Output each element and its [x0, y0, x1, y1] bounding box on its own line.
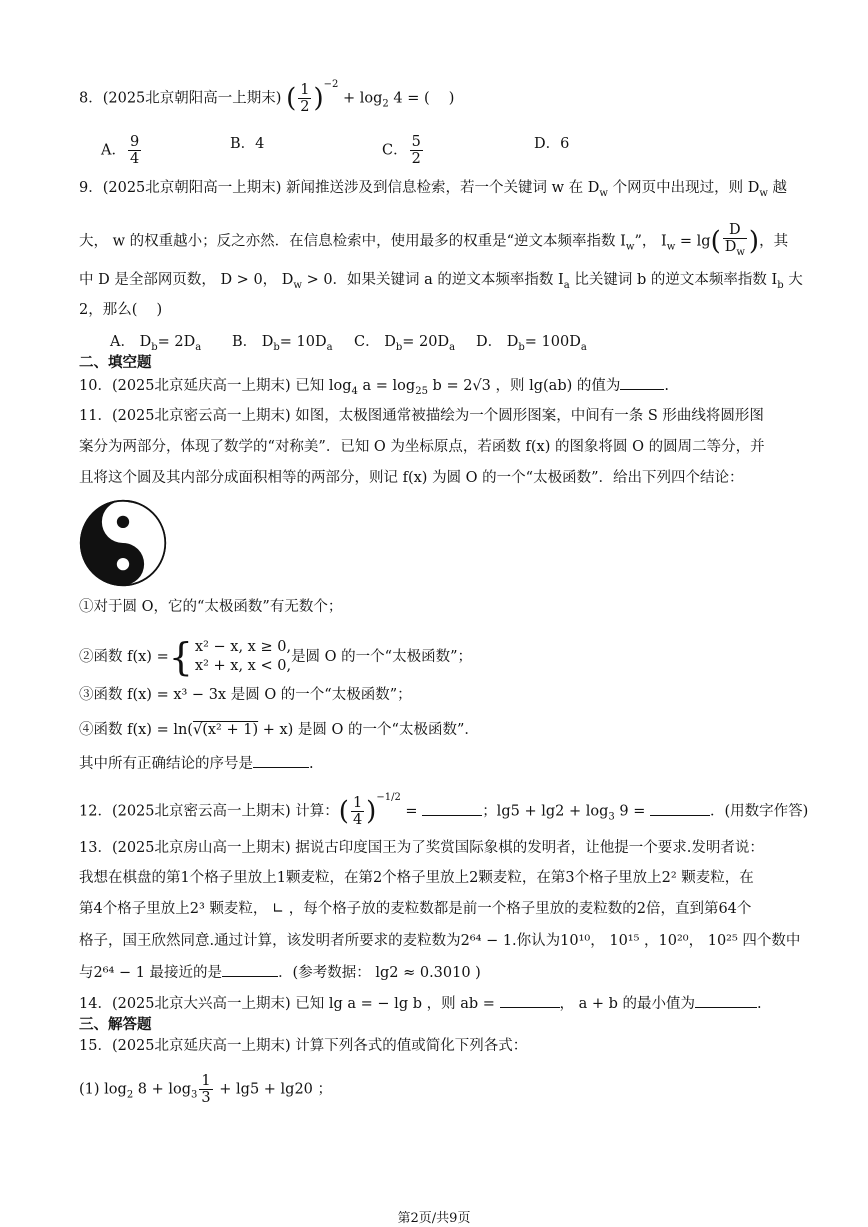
q9-line-3: 中 D 是全部网页数， D > 0， $D_w > 0$．如果关键词 a 的逆文本频率指数 $I_a$ 比关键词 b 的逆文本频率指数 $I_b$ 大 [79, 272, 803, 291]
q11-line-3: 且将这个圆及其内部分成面积相等的两部分，则记 f(x) 为圆 O 的一个“太极函数”．给出下列四个结论： [79, 470, 744, 486]
q8-option-b: B．4 [230, 136, 265, 152]
q8-option-c: C． $\frac{5}{2}$ [382, 134, 421, 167]
q15: 15．(2025北京延庆高一上期末) 计算下列各式的值或简化下列各式： [79, 1038, 528, 1054]
section-answer: 三、解答题 [79, 1017, 152, 1033]
q14: 14．(2025北京大兴高一上期末) 已知 lg a = − lg b ，则 ab = ， a + b 的最小值为 . [79, 993, 762, 1014]
q13-line-4: 格子，国王欣然同意.通过计算，该发明者所要求的麦粒数为2⁶⁴ − 1.你认为10¹⁰， 10¹⁵ ，10²⁰， 10²⁵ 四个数中 [79, 933, 801, 949]
q13-line-5: 与2⁶⁴ − 1 最接近的是 ．(参考数据： lg2 ≈ 0.3010 ) [79, 962, 481, 983]
q15-part-1: (1) $\log_2 8 + \log_3$ $\frac{1}{3}$ + lg5 + lg20 ； [79, 1073, 333, 1106]
q11-line-1: 11．(2025北京密云高一上期末) 如图，太极图通常被描绘为一个圆形图案，中间有一条 S 形曲线将圆形图 [79, 408, 764, 424]
q9-line-4: 2，那么( ) [79, 302, 163, 318]
q9-line-1: 9．(2025北京朝阳高一上期末) 新闻推送涉及到信息检索，若一个关键词 w 在 $D_w$ 个网页中出现过，则 $D_w$ 越 [79, 180, 787, 199]
q13-line-3: 第4个格子里放上2³ 颗麦粒， ∟ ，每个格子放的麦粒数都是前一个格子里放的麦粒数的2倍，直到第64个 [79, 901, 752, 917]
page-footer: 第2页/共9页 [397, 1211, 471, 1226]
q11-conclusion-3: ③函数 f(x) = x³ − 3x 是圆 O 的一个“太极函数”； [79, 687, 412, 703]
q8-fraction: $\frac{1}{2}$ [300, 82, 310, 115]
q9-option-a: A． $D_b= 2D_a$ [110, 334, 202, 353]
q11-conclusion-4: ④函数 f(x) = ln(√(x² + 1) + x) 是圆 O 的一个“太极函数”． [79, 722, 479, 738]
section-fill-in: 二、填空题 [79, 355, 152, 371]
q8-option-a: A． $\frac{9}{4}$ [101, 134, 140, 167]
q8-source: 8．(2025北京朝阳高一上期末) [79, 90, 282, 107]
q11-conclusion-1: ①对于圆 O，它的“太极函数”有无数个； [79, 599, 343, 615]
q9-option-d: D． $D_b= 100D_a$ [476, 334, 587, 353]
q11-line-2: 案分为两部分，体现了数学的“对称美”．已知 O 为坐标原点，若函数 f(x) 的图象将圆 O 的圆周二等分，并 [79, 439, 765, 455]
taiji-yin-yang-image [79, 499, 167, 587]
q11-question: 其中所有正确结论的序号是 . [79, 753, 314, 774]
q10: 10．(2025北京延庆高一上期末) 已知 $\log_4 a = \log_{25} b = 2√3$ ，则 lg(ab) 的值为 . [79, 375, 669, 402]
q9-line-2: 大， w 的权重越小；反之亦然．在信息检索中，使用最多的权重是“逆文本频率指数 $I_w$”， $I_w = \lg$( $\frac{D}{D_w}$ )，其 [79, 222, 789, 258]
q12: 12．(2025北京密云高一上期末) 计算：( $\frac{1}{4}$ )$^{-1/2}$ = ；$\lg 5 + \lg 2 + \log_3 9$ = ．(用数字作答) [79, 791, 809, 828]
q13-line-2: 我想在棋盘的第1个格子里放上1颗麦粒，在第2个格子里放上2颗麦粒，在第3个格子里放上2² 颗麦粒，在 [79, 870, 754, 886]
q11-conclusion-2: ②函数 f(x) ={ x² − x, x ≥ 0, x² + x, x < 0, 是圆 O 的一个“太极函数”； [79, 635, 472, 679]
q9-option-b: B． $D_b= 10D_a$ [232, 334, 333, 353]
q13-line-1: 13．(2025北京房山高一上期末) 据说古印度国王为了奖赏国际象棋的发明者，让他提一个要求.发明者说： [79, 840, 764, 856]
q8-stem: 8．(2025北京朝阳高一上期末) ( $\frac{1}{2}$ )$^{-2} + \log_2 4$ = ( ) [79, 78, 455, 115]
q8-option-d: D．6 [534, 136, 570, 152]
q9-option-c: C． $D_b= 20D_a$ [354, 334, 456, 353]
